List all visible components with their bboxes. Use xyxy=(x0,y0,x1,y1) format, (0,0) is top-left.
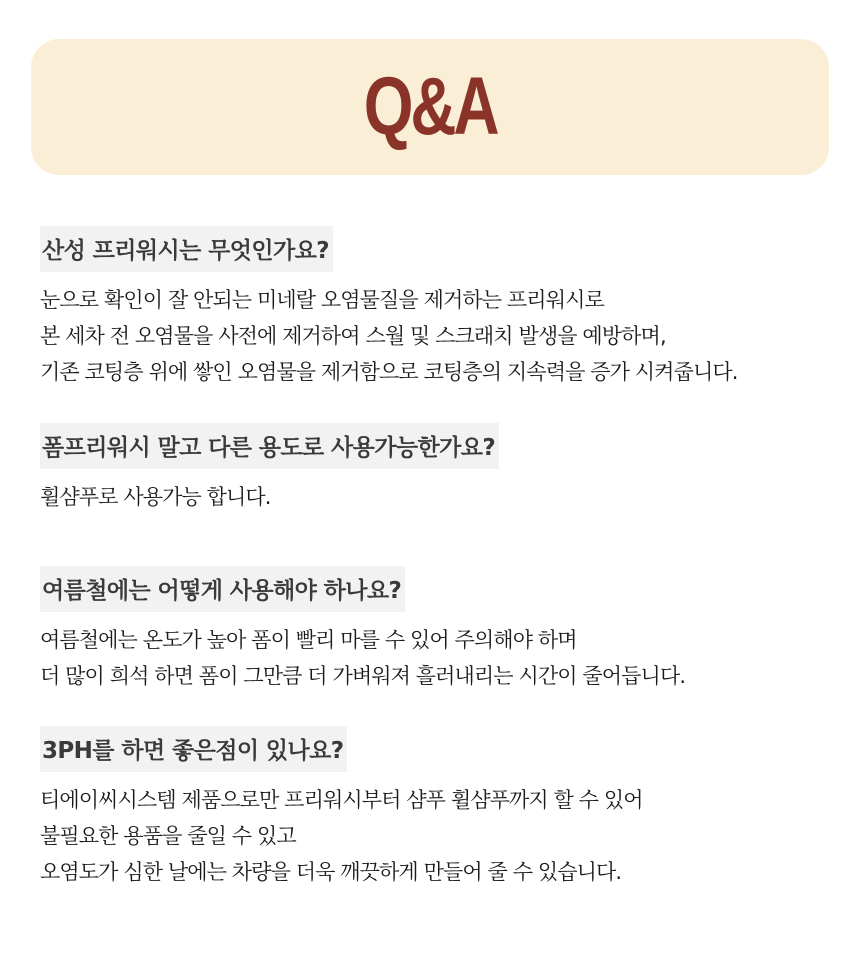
qa-item-3 xyxy=(40,566,840,694)
answer-line: 불필요한 용품을 줄일 수 있고 xyxy=(40,824,296,848)
qa-item-2 xyxy=(40,423,840,515)
question: 산성 프리워시는 무엇인가요? xyxy=(40,226,333,272)
answer-line: 본 세차 전 오염물을 사전에 제거하여 스월 및 스크래치 발생을 예방하며, xyxy=(40,324,666,348)
answer xyxy=(40,782,840,890)
question: 여름철에는 어떻게 사용해야 하나요? xyxy=(40,566,405,612)
answer-line: 더 많이 희석 하면 폼이 그만큼 더 가벼워져 흘러내리는 시간이 줄어듭니다. xyxy=(40,664,686,688)
qa-item-1 xyxy=(40,226,840,390)
answer-line: 여름철에는 온도가 높아 폼이 빨리 마를 수 있어 주의해야 하며 xyxy=(40,628,577,652)
answer-line: 오염도가 심한 날에는 차량을 더욱 깨끗하게 만들어 줄 수 있습니다. xyxy=(40,860,622,884)
answer-line: 기존 코팅층 위에 쌓인 오염물을 제거함으로 코팅층의 지속력을 증가 시켜줍니다. xyxy=(40,360,738,384)
answer xyxy=(40,479,840,515)
answer xyxy=(40,622,840,694)
answer-line: 티에이씨시스템 제품으로만 프리워시부터 샴푸 휠샴푸까지 할 수 있어 xyxy=(40,788,643,812)
answer xyxy=(40,282,840,390)
banner-title: Q&A xyxy=(363,61,497,152)
question: 3PH를 하면 좋은점이 있나요? xyxy=(40,726,347,772)
qa-banner xyxy=(31,39,829,175)
answer-line: 눈으로 확인이 잘 안되는 미네랄 오염물질을 제거하는 프리워시로 xyxy=(40,288,604,312)
answer-line: 휠샴푸로 사용가능 합니다. xyxy=(40,485,271,509)
question: 폼프리워시 말고 다른 용도로 사용가능한가요? xyxy=(40,423,499,469)
qa-item-4 xyxy=(40,726,840,890)
